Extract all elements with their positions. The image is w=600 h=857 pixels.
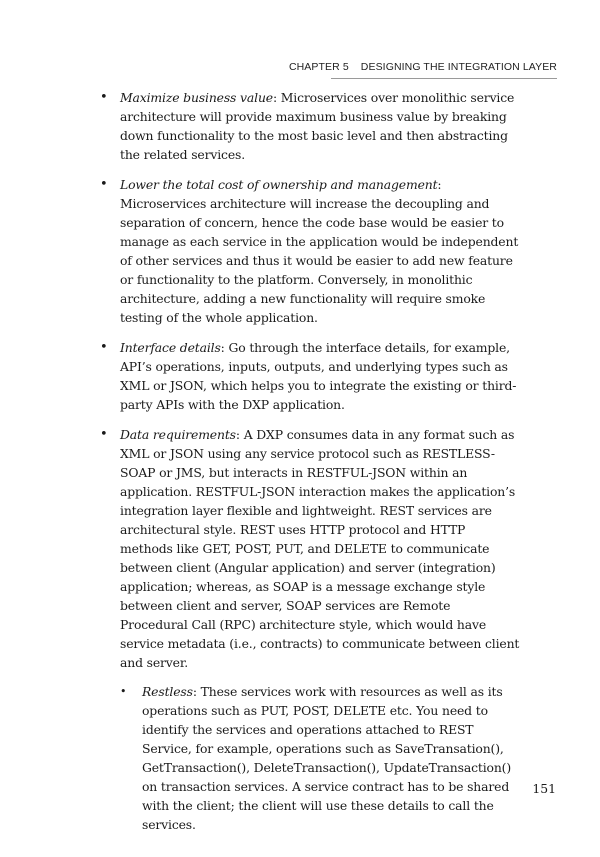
item-term: Lower the total cost of ownership and management — [120, 177, 438, 192]
sub-list-item-restless — [120, 682, 520, 834]
item-text: : A DXP consumes data in any format such as XML or JSON using any service protocol such as RESTLESS-SOAP or JMS, but interacts in RESTFUL-JSON within an application. RESTFUL-JSON interaction makes the application’s integration layer flexible and lightweight. REST services are architectural style. REST uses HTTP protocol and HTTP methods like GET, POST, PUT, and DELETE to communicate between client (Angular application) and server (integration) application; whereas, as SOAP is a message exchange style between client and server, SOAP services are Remote Procedural Call (RPC) architecture style, which would have service metadata (i.e., contracts) to communicate between client and server. — [120, 427, 520, 670]
bullet-list — [100, 88, 520, 834]
item-term: Maximize business value — [120, 90, 273, 105]
chapter-label: CHAPTER 5 — [288, 61, 349, 73]
item-text: : Microservices architecture will increase the decoupling and separation of concern, hence the code base would be easier to manage as each service in the application would be independent of other services and thus it would be easier to add new feature or functionality to the platform. Conversely, in monolithic architecture, adding a new functionality will require smoke testing of the whole application. — [120, 177, 519, 325]
page-number: 151 — [532, 781, 556, 796]
page-body — [100, 88, 520, 845]
sub-item-text: : These services work with resources as well as its operations such as PUT, POST, DELETE etc. You need to identify the services and operations attached to REST Service, for example, operations such as SaveTransation(), GetTransaction(), DeleteTransaction(), UpdateTransaction() on transaction services. A service contract has to be shared with the client; the client will use these details to call the services. — [142, 684, 512, 832]
running-header — [289, 61, 557, 73]
list-item-total-cost — [100, 175, 520, 327]
item-text: : Microservices over monolithic service architecture will provide maximum business value by breaking down functionality to the most basic level and then abstracting the related services. — [120, 90, 515, 162]
list-item-interface-details — [100, 338, 520, 414]
list-item-business-value — [100, 88, 520, 164]
item-term: Interface details — [120, 340, 221, 355]
header-rule — [331, 78, 557, 79]
item-term: Data requirements — [120, 427, 236, 442]
item-text: : Go through the interface details, for example, API’s operations, inputs, outputs, and underlying types such as XML or JSON, which helps you to integrate the existing or third-party APIs with the DXP application. — [120, 340, 517, 412]
sub-bullet-list — [120, 682, 520, 834]
list-item-data-requirements — [100, 425, 520, 834]
chapter-title: DESIGNING THE INTEGRATION LAYER — [360, 61, 557, 73]
sub-item-term: Restless — [142, 684, 193, 699]
